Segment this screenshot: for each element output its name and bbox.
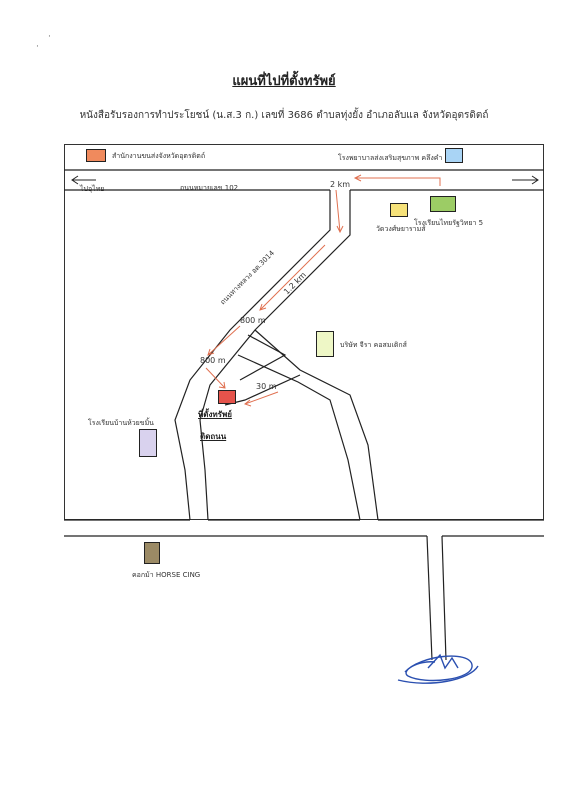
local-road-label: ถนนทางหลวง อต.3014 [218,249,277,307]
school-top-label: โรงเรียนไทยรัฐวิทยา 5 [414,219,484,227]
branch-road-bottom-edge [238,355,360,520]
school-left-marker [139,429,157,457]
scan-specks: · [48,32,51,42]
property-label: ที่ตั้งทรัพย์ [198,410,232,419]
horse-label: คอกม้า HORSE CING [132,571,201,579]
temple-marker [390,203,408,217]
route-arrow-2 [336,190,343,232]
school-top-marker [430,196,456,212]
land-office-label: สำนักงานขนส่งจังหวัดอุตรดิตถ์ [112,152,206,160]
route-arrow-6 [245,392,278,406]
company-marker [316,331,334,357]
signature-mark [398,655,478,683]
distance-1-2km: 1.2 km [282,270,308,297]
route-arrow-4 [208,326,240,355]
property-marker [218,390,236,404]
company-label: บริษัท จีรา คอสมเติกส์ [340,341,407,349]
distance-800m-upper: 800 m [240,316,266,325]
local-road-left-edge [175,190,330,520]
horse-marker [144,542,160,564]
highway-label: ถนนหมายเลข 102 [180,184,239,192]
distance-800m-lower: 800 m [200,356,226,365]
distance-2km: 2 km [330,180,351,189]
hospital-label: โรงพยาบาลส่งเสริมสุขภาพ คลึงคำ [338,154,443,162]
page-title: แผนที่ไปที่ตั้งทรัพย์ [232,74,336,89]
page-subtitle: หนังสือรับรองการทำประโยชน์ (น.ส.3 ก.) เลขที่ 3686 ตำบลทุ่งยั้ง อำเภอลับแล จังหวัดอุตรดิตถ์ [79,110,489,121]
school-left-label: โรงเรียนบ้านห้วยขมิ้น [88,419,154,427]
hospital-marker [445,148,463,163]
to-uthai-label: ไปอุไทย [80,185,105,193]
south-road-left-edge [427,536,432,660]
route-arrow-1 [355,175,440,186]
south-road-right-edge [442,536,446,660]
scan-specks: · [36,42,39,52]
roadside-label: ติดถนน [200,432,227,441]
land-office-marker [86,149,106,162]
arrow-right-highway [512,176,538,184]
arrow-left-highway [72,176,96,184]
branch-road-top-edge [255,330,378,520]
temple-label: วัดวงศ์ษยารามส์ [376,225,426,233]
distance-30m: 30 m [256,382,277,391]
